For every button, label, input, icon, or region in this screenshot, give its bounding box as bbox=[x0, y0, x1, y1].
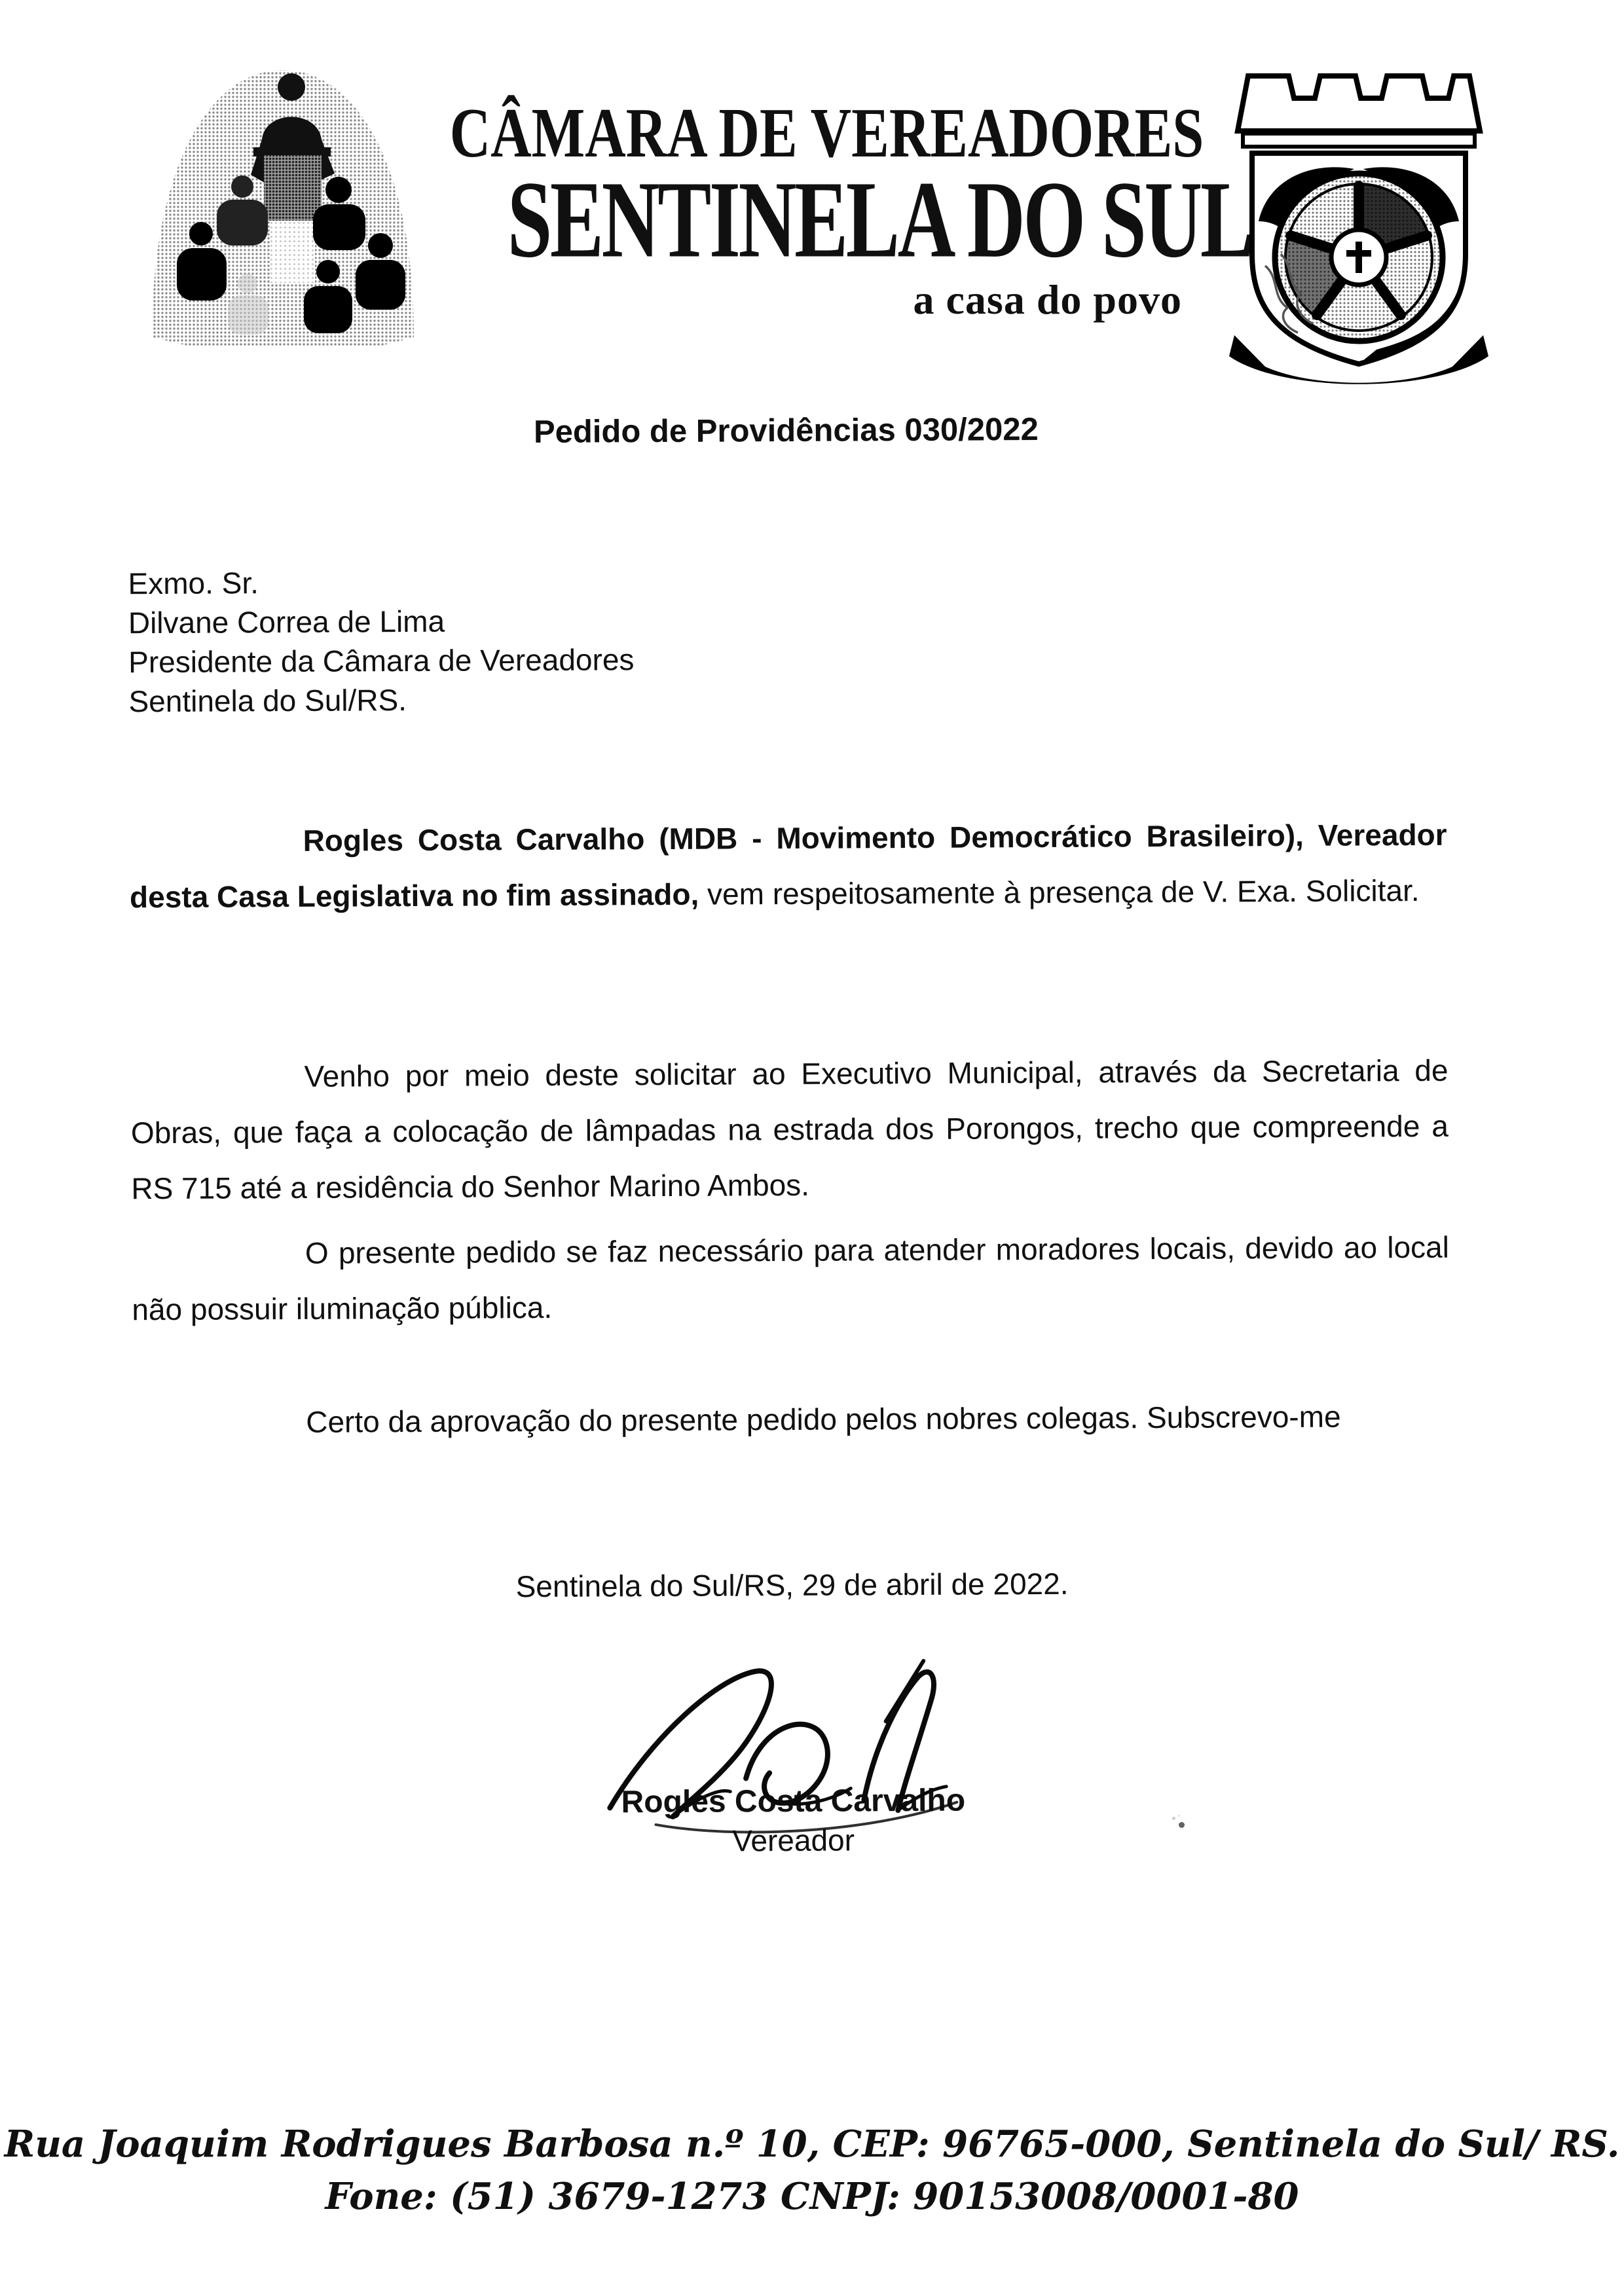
addressee-title: Presidente da Câmara de Vereadores bbox=[128, 642, 635, 680]
addressee-block bbox=[128, 557, 1446, 721]
signer-name: Rogles Costa Carvalho bbox=[621, 1783, 966, 1820]
date-line: Sentinela do Sul/RS, 29 de abril de 2022. bbox=[515, 1566, 1069, 1604]
handwritten-signature-icon bbox=[589, 1642, 997, 1860]
org-name-line2 bbox=[426, 158, 1252, 281]
intro-paragraph-rest: vem respeitosamente à presença de V. Exa. Solicitar. bbox=[699, 873, 1420, 911]
intro-paragraph-bold: Rogles Costa Carvalho (MDB - Movimento Democrático Brasileiro), Vereador desta Casa Legislativa no fim assinado, bbox=[129, 817, 1447, 915]
org-name-line1-text: CÂMARA DE VEREADORES bbox=[449, 93, 1204, 172]
org-tagline: a casa do povo bbox=[913, 276, 1182, 323]
document-title: Pedido de Providências 030/2022 bbox=[533, 411, 1039, 450]
closing-line: Certo da aprovação do presente pedido pelos nobres colegas. Subscrevo-me bbox=[306, 1399, 1341, 1439]
addressee-salutation: Exmo. Sr. bbox=[128, 566, 259, 601]
municipal-coat-of-arms-icon bbox=[1225, 58, 1493, 393]
signature-block bbox=[134, 1640, 1452, 1863]
justification-paragraph: O presente pedido se faz necessário para atender moradores locais, devido ao local não possuir iluminação pública. bbox=[132, 1230, 1450, 1327]
letter-body bbox=[127, 408, 1452, 1863]
addressee-city: Sentinela do Sul/RS. bbox=[128, 683, 407, 719]
footer-address-line: Rua Joaquim Rodrigues Barbosa n.º 10, CEP: 96765-000, Sentinela do Sul/ RS. bbox=[4, 2123, 1620, 2166]
signer-role: Vereador bbox=[732, 1823, 855, 1858]
scan-artifact-dot bbox=[1179, 1822, 1185, 1828]
intro-paragraph bbox=[129, 807, 1447, 926]
letterhead bbox=[426, 92, 1252, 324]
org-name-line1 bbox=[426, 92, 1218, 172]
addressee-name: Dilvane Correa de Lima bbox=[128, 604, 445, 640]
assembly-speaker-people-logo-icon bbox=[141, 56, 426, 370]
footer-address-block bbox=[0, 2118, 1624, 2223]
request-paragraph: Venho por meio deste solicitar ao Executivo Municipal, através da Secretaria de Obras, que faça a colocação de lâmpadas na estrada dos Porongos, trecho que compreende a RS 715 até a residência do Senhor Marino Ambos. bbox=[130, 1053, 1449, 1206]
footer-phone-line: Fone: (51) 3679-1273 CNPJ: 90153008/0001-80 bbox=[325, 2175, 1299, 2218]
org-name-line2-text: SENTINELA DO SUL bbox=[507, 158, 1252, 281]
